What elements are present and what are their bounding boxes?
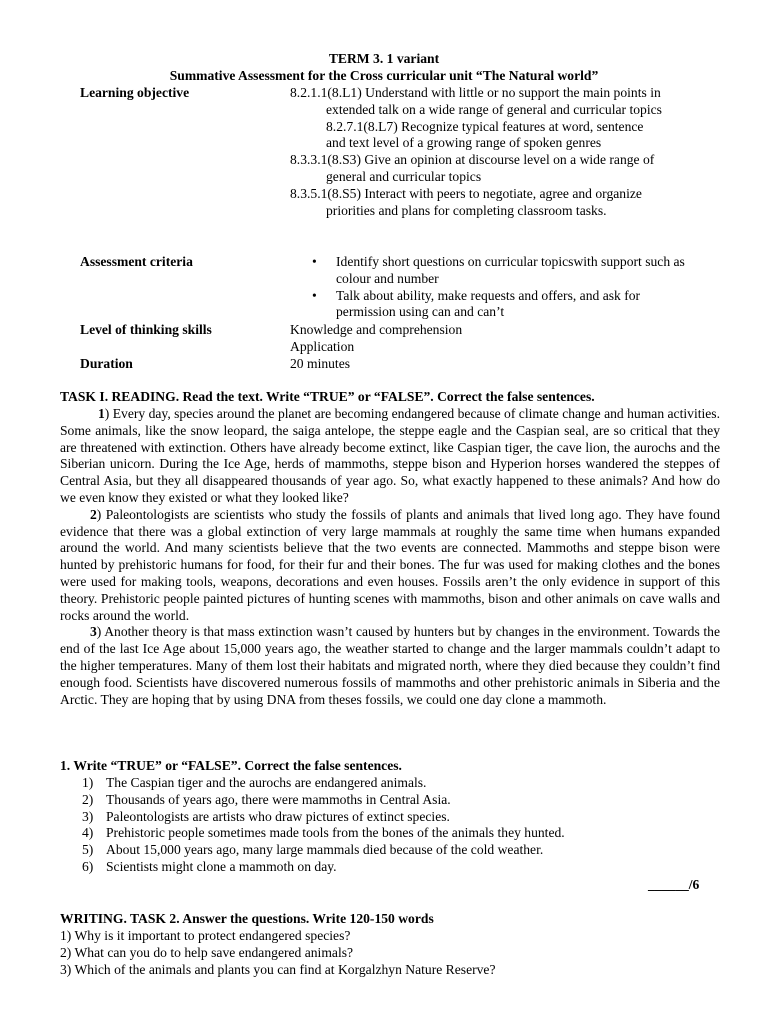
learning-objectives xyxy=(290,85,665,219)
objective-item: 8.3.5.1(8.S5) Interact with peers to negotiate, agree and organize priorities and plans for completing classroom tasks. xyxy=(290,185,642,218)
list-item: 2) What can you do to help save endangered animals? xyxy=(60,944,354,960)
list-item: 3) Which of the animals and plants you can find at Korgalzhyn Nature Reserve? xyxy=(60,961,496,977)
bullet-icon: • xyxy=(312,254,317,269)
thinking-skill-item: Application xyxy=(290,338,355,354)
duration-value: 20 minutes xyxy=(290,356,351,371)
objective-item: 8.3.3.1(8.S3) Give an opinion at discourse level on a wide range of general and curricular topics xyxy=(290,152,655,184)
page-title: TERM 3. 1 variant xyxy=(328,51,440,66)
list-item: 5) About 15,000 years ago, many large mammals died because of the cold weather. xyxy=(82,842,544,858)
criteria-item: • Talk about ability, make requests and offers, and ask for permission using can and can’t xyxy=(312,287,641,320)
objective-item: 8.2.1.1(8.L1) Understand with little or no support the main points in extended talk on a wide range of general and curricular topics 8.2.7.1(8.L7) Recognize typical features at word, sentence and text level of a growing range of spoken genres xyxy=(290,85,662,151)
list-item: 1) Why is it important to protect endangered species? xyxy=(60,928,351,943)
thinking-skill-item: Knowledge and comprehension xyxy=(290,322,463,337)
assessment-criteria-list xyxy=(290,254,700,321)
thinking-skills-label: Level of thinking skills xyxy=(80,322,212,337)
reading-text xyxy=(60,406,720,708)
learning-objective-label: Learning objective xyxy=(80,85,190,100)
bullet-icon: • xyxy=(312,287,317,303)
page-subtitle: Summative Assessment for the Cross curricular unit “The Natural world” xyxy=(169,68,599,83)
task1-heading: TASK I. READING. Read the text. Write “TRUE” or “FALSE”. Correct the false sentences. xyxy=(60,389,595,404)
list-item: 2) Thousands of years ago, there were mammoths in Central Asia. xyxy=(82,791,451,807)
list-item: 6) Scientists might clone a mammoth on day. xyxy=(82,858,337,874)
reading-paragraph: 3) Another theory is that mass extinction wasn’t caused by hunters but by changes in the environment. Towards the end of the last Ice Age about 15,000 years ago, the weather started to change and the larger mammals couldn’t adapt to the higher temperatures. Many of them lost their habitats and migrated north, where they died because they couldn’t find enough food. Scientists have discovered numerous fossils of mammoths and other prehistoric animals in Siberia and the Arctic. They are hoping that by using DNA from theses fossils, we could one day clone a mammoth. xyxy=(60,624,720,707)
reading-paragraph: 2) Paleontologists are scientists who study the fossils of plants and animals that lived long ago. They have found evidence that there was a global extinction of very large mammals at roughly the same time when humans expanded around the world. And many scientists believe that the two events are connected. Mammoths and steppe bison were hunted by prehistoric humans for food, for their fur and their bones. The fur was used for making clothes and the bones were used for making tools, weapons, decorations and even houses. Fossils aren’t the only evidence in support of this theory. Prehistoric people painted pictures of hunting scenes with mammoths, bison and other animals on cave walls and rocks around the world. xyxy=(60,506,720,623)
task2-heading: WRITING. TASK 2. Answer the questions. Write 120-150 words xyxy=(60,911,434,926)
writing-questions xyxy=(60,928,496,978)
questions-heading: 1. Write “TRUE” or “FALSE”. Correct the false sentences. xyxy=(60,758,402,773)
thinking-skills xyxy=(290,322,690,356)
score-field: ______/6 xyxy=(648,877,700,892)
assessment-criteria-label: Assessment criteria xyxy=(80,254,193,269)
true-false-list xyxy=(82,775,565,876)
reading-paragraph: 1) Every day, species around the planet are becoming endangered because of climate change and human activities. Some animals, like the snow leopard, the saiga antelope, the steppe eagle and the Caspian seal, are so critical that they are threatened with extinction. Others have already become extinct, like Caspian tiger, the cave lion, the aurochs and the Siberian unicorn. During the Ice Age, herds of mammoths, steppe bison and Hyperion horses wandered the steppes of Central Asia, but they all disappeared thousands of year ago. So, what exactly happened to these animals? And how do we even know they existed or what they looked like? xyxy=(60,406,720,505)
list-item: 3) Paleontologists are artists who draw pictures of extinct species. xyxy=(82,808,450,824)
list-item: 1) The Caspian tiger and the aurochs are endangered animals. xyxy=(82,775,427,790)
criteria-item: • Identify short questions on curricular topicswith support such as colour and number xyxy=(312,254,685,286)
list-item: 4) Prehistoric people sometimes made tools from the bones of the animals they hunted. xyxy=(82,825,565,841)
duration-label: Duration xyxy=(80,356,133,371)
